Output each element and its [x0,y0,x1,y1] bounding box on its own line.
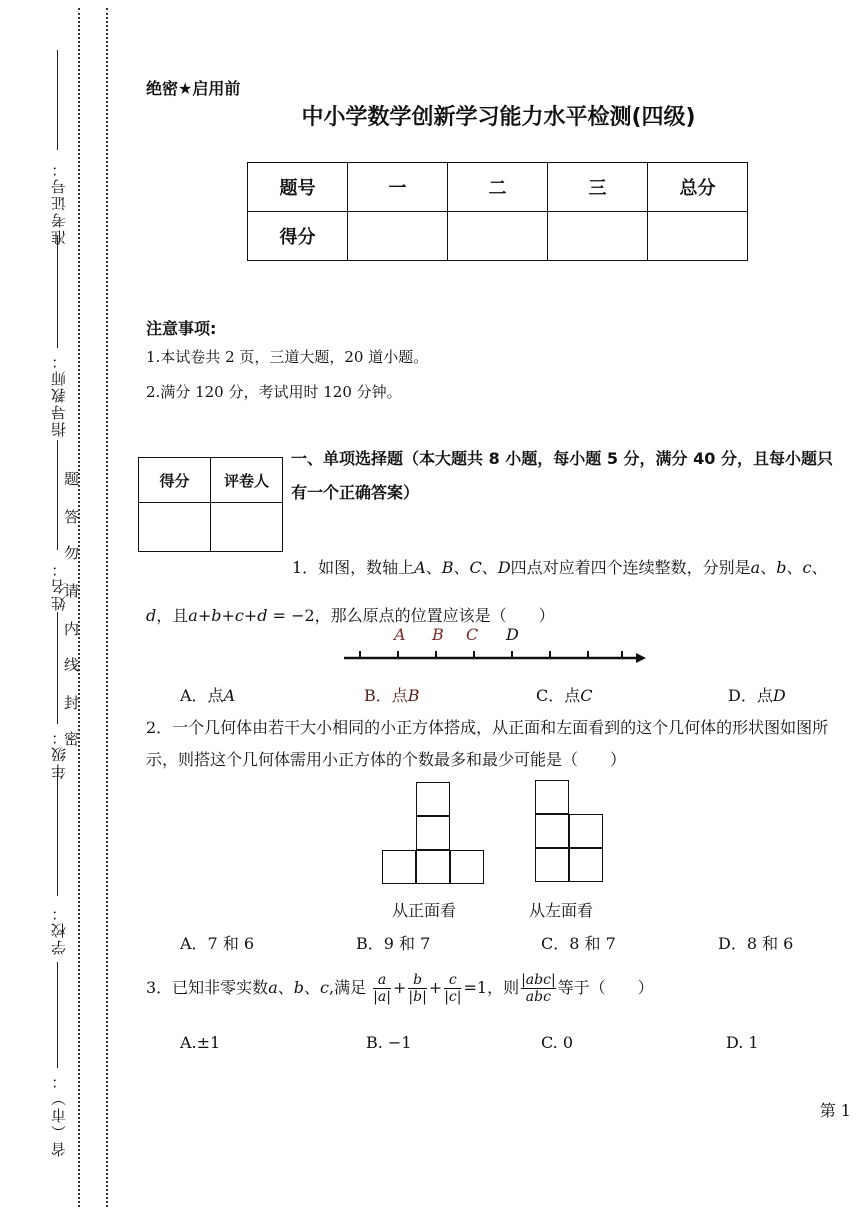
q1-option-c-label: C．点 [536,686,581,705]
q1-option-b[interactable]: B．点B [364,686,420,705]
q3-text-d: 等于（ ） [557,978,654,997]
seal-warning-char: 题 [64,470,80,488]
name-line [57,440,58,550]
notes-heading: 注意事项: [146,319,217,338]
province-label: 省（市）： [50,1072,68,1157]
note-item: 2.满分 120 分，考试用时 120 分钟。 [146,383,402,401]
q3-text-a: 3．已知非零实数 [146,978,269,997]
province-line [57,962,58,1068]
score-input-cell[interactable] [348,212,448,261]
score-cell: 题号 [248,163,348,212]
page-title: 中小学数学创新学习能力水平检测(四级) [301,105,696,130]
q1-text-d: ，那么原点的位置应该是（ ） [314,606,555,625]
point-b-label: B [432,625,444,644]
grade-label: 年级： [50,728,68,779]
seal-warning-char: 内 [64,620,80,638]
front-view-cube [416,782,450,816]
q1-text-b: 四点对应着四个连续整数，分别是 [510,558,751,577]
q3-option-a[interactable]: A.±1 [180,1033,221,1052]
point-d-label: D [506,625,519,644]
q1-option-a-label: A．点 [180,686,224,705]
q1-option-d-label: D．点 [728,686,773,705]
q1-option-a[interactable]: A．点A [180,686,236,705]
score-cell: 三 [548,163,648,212]
q1-option-b-label: B．点 [364,686,408,705]
question-2: 2．一个几何体由若干大小相同的小正方体搭成，从正面和左面看到的这个几何体的形状图如图所示，则搭这个几何体需用小正方体的个数最多和最少可能是（ ） [146,718,829,769]
grade-line [57,612,58,724]
seal-warning-char: 答 [64,508,80,526]
q1-text-a: 1．如图，数轴上 [292,558,415,577]
q3-option-b[interactable]: B. −1 [366,1033,412,1052]
score-input-cell[interactable] [548,212,648,261]
score-cell: 得分 [248,212,348,261]
q2-option-a[interactable]: A．7 和 6 [180,934,255,953]
front-view-cube [450,850,484,884]
exam-id-label: 准考证号： [50,160,68,245]
score-input-cell[interactable] [648,212,748,261]
score-cell: 总分 [648,163,748,212]
fraction-a: $\frac{a}{|a|}$ [373,972,391,1005]
point-c-label: C [466,625,479,644]
binding-dotted-line-outer [78,8,80,1207]
fraction-b: $\frac{b}{|b|}$ [408,972,427,1005]
teacher-label: 指导教师： [50,352,68,437]
seal-warning-char: 封 [64,694,80,712]
question-1: 1．如图，数轴上A、B、C、D四点对应着四个连续整数，分别是a、b、c、d，且a+b+c+d = −2，那么原点的位置应该是（ ） [146,558,828,625]
score-table [247,162,748,261]
q3-option-d[interactable]: D. 1 [726,1033,759,1052]
seal-warning-char: 线 [64,656,80,674]
note-item: 1.本试卷共 2 页，三道大题，20 道小题。 [146,348,429,366]
left-view-cube [569,848,603,882]
left-view-caption: 从左面看 [529,901,594,920]
point-a-label: A [394,625,406,644]
score-input-cell[interactable] [448,212,548,261]
school-label: 学校： [50,904,68,955]
q2-option-d[interactable]: D．8 和 6 [718,934,794,953]
left-view-cube [535,814,569,848]
front-view-cube [416,816,450,850]
q2-option-c[interactable]: C．8 和 7 [541,934,616,953]
seal-warning-char: 请 [64,582,80,600]
binding-dotted-line-inner [106,8,108,1207]
q3-option-c[interactable]: C. 0 [541,1033,574,1052]
score-cell: 一 [348,163,448,212]
left-view-cube [535,848,569,882]
q2-option-b[interactable]: B．9 和 7 [356,934,431,953]
front-view-cube [382,850,416,884]
fraction-c: $\frac{c}{|c|}$ [444,972,462,1005]
q1-option-d[interactable]: D．点D [728,686,786,705]
question-3: 3．已知非零实数a、b、c,满足 $\frac{a}{|a|}$ + $\frac{b}{|b|}$ + $\frac{c}{|c|}$ =1，则 $\frac{\text{|abc|}}{\text{abc}}$ 等于（ ） [146,972,654,1005]
grade-box [138,457,283,552]
grade-box-score-label: 得分 [139,458,211,503]
score-cell: 二 [448,163,548,212]
seal-warning-char: 勿 [64,544,80,562]
q1-option-c[interactable]: C．点C [536,686,593,705]
section-one-title: 一、单项选择题（本大题共 8 小题，每小题 5 分，满分 40 分，且每小题只有一个正确答案） [291,449,833,502]
q1-text-c: ，且 [156,606,189,625]
teacher-line [57,236,58,348]
name-label: 姓名： [50,560,68,611]
grade-box-grader-label: 评卷人 [211,458,283,503]
q3-text-b: ,满足 [328,978,367,997]
seal-warning-char: 密 [64,730,80,748]
confidential-label: 绝密★启用前 [146,79,241,98]
front-view-cube [416,850,450,884]
left-view-cube [535,780,569,814]
front-view-caption: 从正面看 [392,901,457,920]
fraction-abc: $\frac{\text{|abc|}}{\text{abc}}$ [521,972,556,1005]
q3-text-c: ，则 [487,978,520,997]
number-line-figure [330,620,660,680]
left-view-cube [569,814,603,848]
page-number: 第 1 [819,1101,851,1120]
school-line [57,768,58,896]
